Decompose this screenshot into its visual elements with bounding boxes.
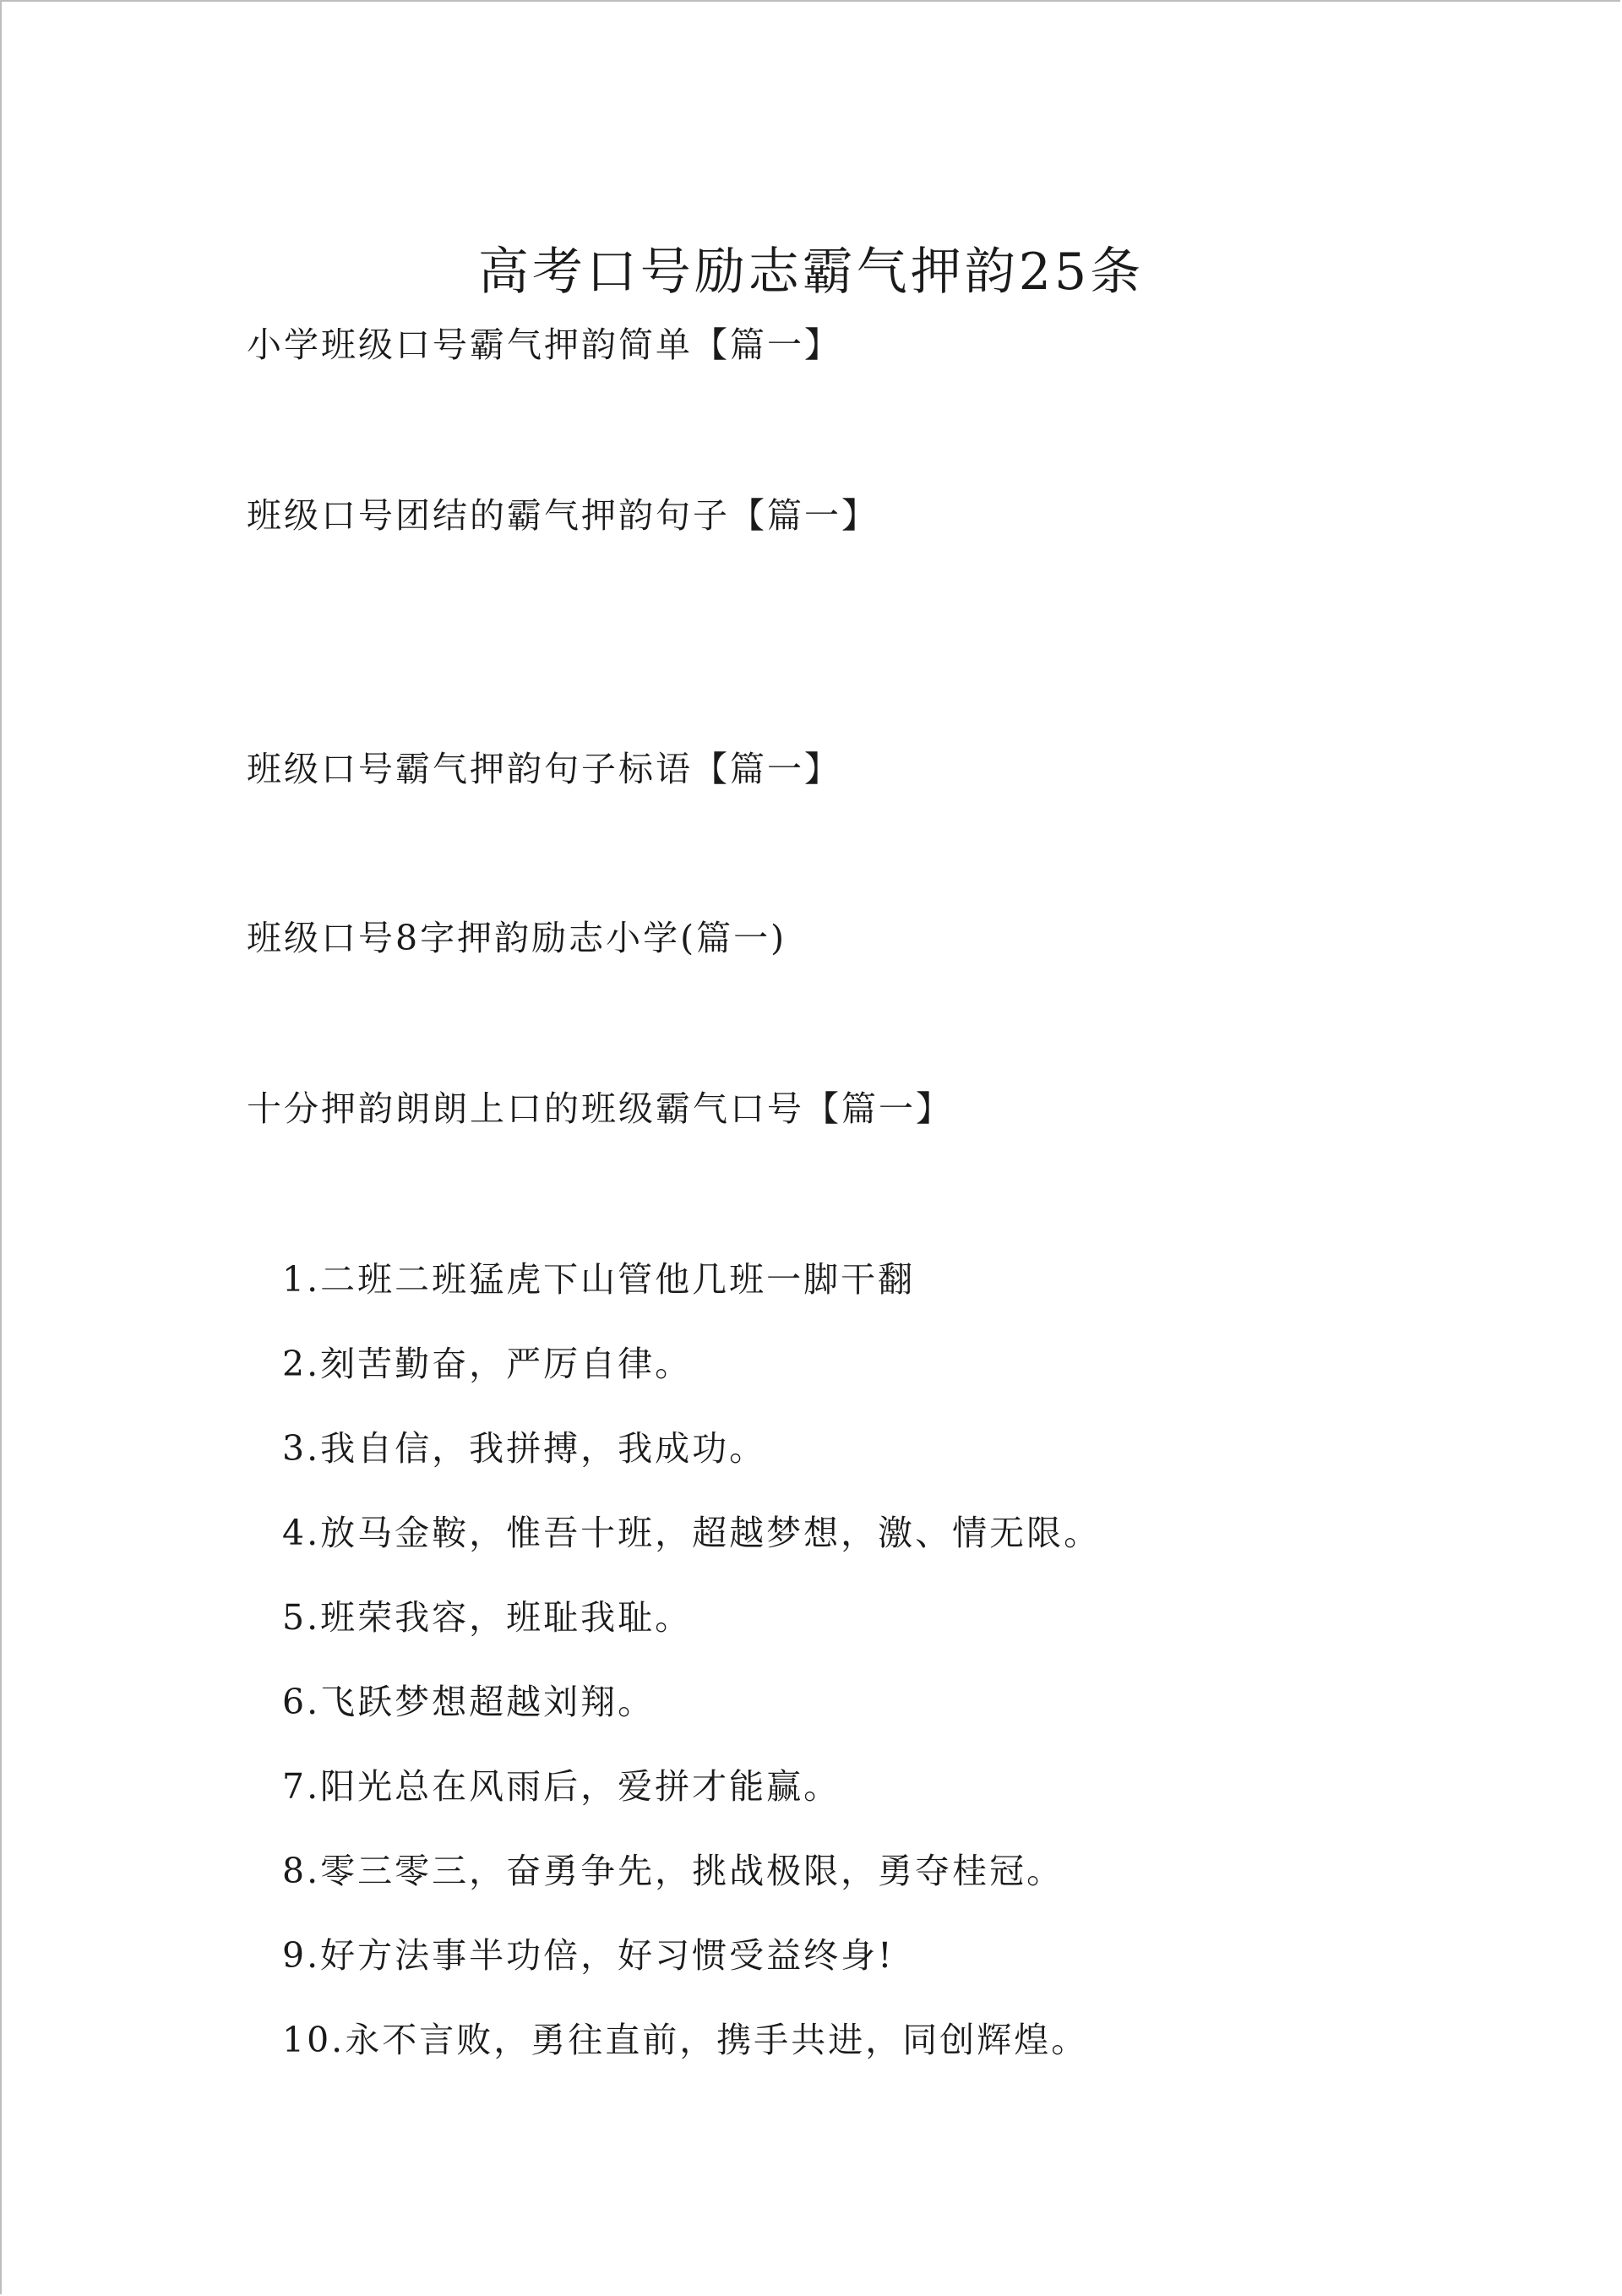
slogan-item: 8.零三零三，奋勇争先，挑战极限，勇夺桂冠。 — [282, 1851, 1064, 1891]
slogan-item: 5.班荣我容，班耻我耻。 — [282, 1597, 693, 1638]
slogan-item: 6.飞跃梦想超越刘翔。 — [282, 1682, 656, 1722]
section-heading-3: 班级口号霸气押韵句子标语【篇一】 — [247, 749, 841, 789]
slogan-item: 7.阳光总在风雨后，爱拼才能赢。 — [282, 1766, 841, 1807]
slogan-item: 2.刻苦勤奋，严厉自律。 — [282, 1344, 693, 1384]
slogan-item: 9.好方法事半功倍，好习惯受益终身! — [282, 1935, 895, 1976]
slogan-list — [282, 1254, 1101, 2099]
document-title: 高考口号励志霸气押韵25条 — [477, 243, 1145, 303]
slogan-item: 4.放马金鞍，惟吾十班，超越梦想，激、情无限。 — [282, 1513, 1102, 1553]
section-heading-5: 十分押韵朗朗上口的班级霸气口号【篇一】 — [247, 1088, 953, 1129]
section-heading-1: 小学班级口号霸气押韵简单【篇一】 — [247, 324, 841, 365]
slogan-item: 1.二班二班猛虎下山管他几班一脚干翻 — [282, 1259, 916, 1300]
slogan-item: 3.我自信，我拼搏，我成功。 — [282, 1428, 767, 1469]
slogan-item: 10.永不言败，勇往直前，携手共进，同创辉煌。 — [282, 2020, 1089, 2060]
section-heading-2: 班级口号团结的霸气押韵句子【篇一】 — [247, 495, 879, 536]
section-heading-4: 班级口号8字押韵励志小学(篇一) — [247, 918, 787, 958]
